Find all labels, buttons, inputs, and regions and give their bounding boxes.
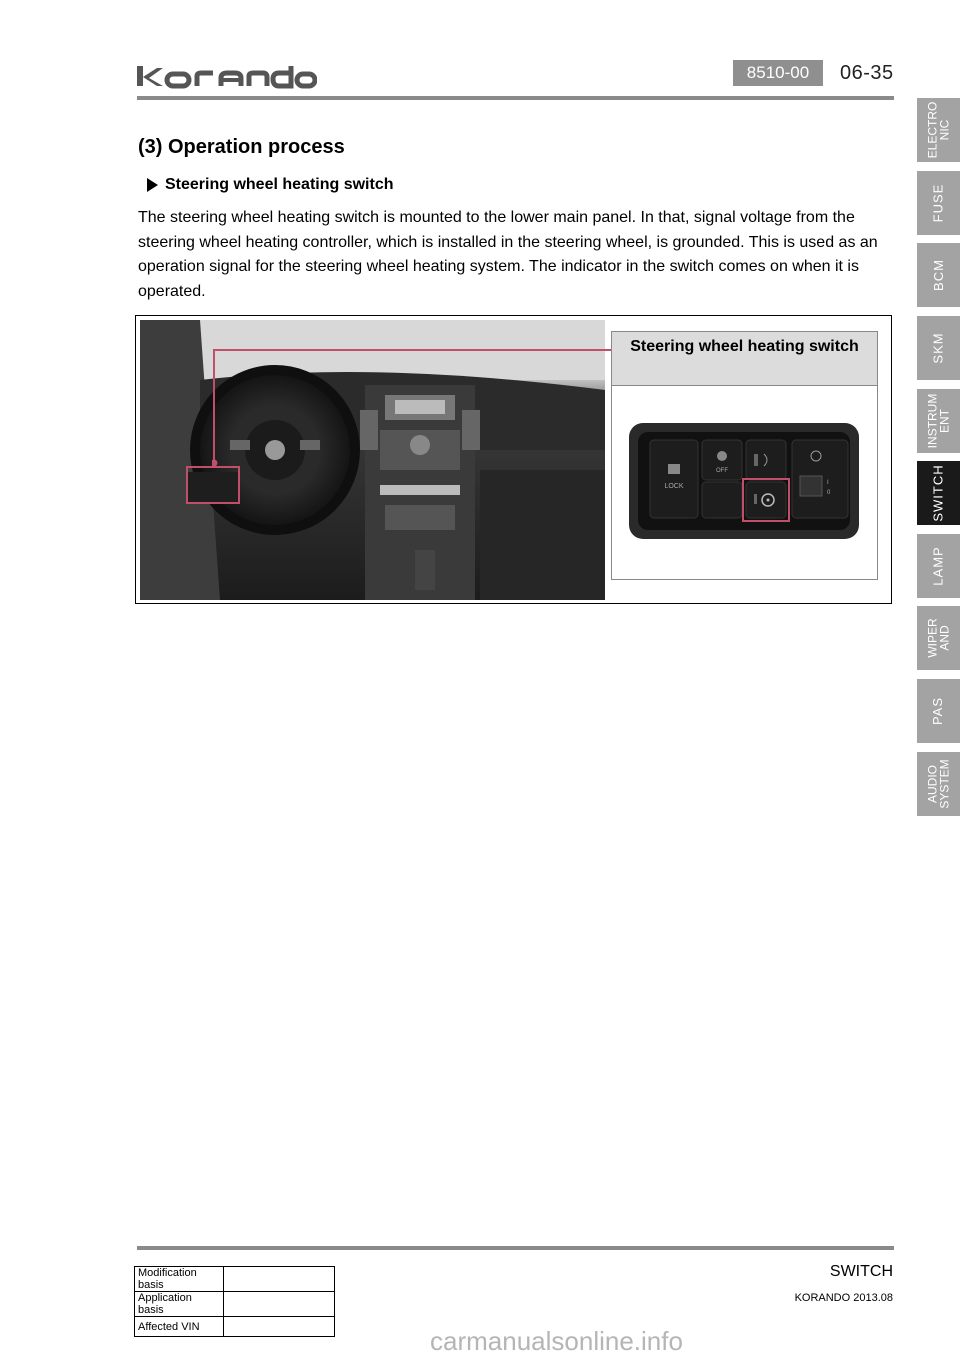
table-row: [135, 1267, 335, 1292]
table-value-cell: [224, 1267, 335, 1292]
footer-divider: [137, 1246, 894, 1250]
tab-switch[interactable]: SWITCH: [917, 461, 960, 525]
tab-pas[interactable]: PAS: [917, 679, 960, 743]
tab-bcm[interactable]: BCM: [917, 243, 960, 307]
svg-text:I: I: [827, 480, 829, 486]
korando-logo: [137, 62, 317, 90]
tab-electronic[interactable]: ELECTRO NIC: [917, 98, 960, 162]
tab-skm[interactable]: SKM: [917, 316, 960, 380]
table-value-cell: [224, 1317, 335, 1337]
table-label-cell: Affected VIN: [135, 1317, 224, 1337]
table-row: [135, 1292, 335, 1317]
lock-label: LOCK: [664, 483, 684, 490]
tab-fuse[interactable]: FUSE: [917, 171, 960, 235]
subsection-heading-text: Steering wheel heating switch: [165, 176, 394, 193]
off-label: OFF: [716, 468, 728, 474]
svg-text:0: 0: [827, 490, 831, 496]
callout-title: Steering wheel heating switch: [630, 338, 859, 355]
table-value-cell: [224, 1292, 335, 1317]
footer-model-date: KORANDO 2013.08: [794, 1292, 893, 1304]
callout-leader-line: [212, 348, 611, 468]
tab-lamp[interactable]: LAMP: [917, 534, 960, 598]
header-divider: [137, 96, 894, 100]
table-row: [135, 1317, 335, 1337]
subsection-heading: [147, 176, 394, 194]
section-code-badge: 8510-00: [733, 60, 823, 86]
section-heading: (3) Operation process: [138, 136, 345, 158]
table-label-cell: Application basis: [135, 1292, 224, 1317]
tab-wiper[interactable]: WIPER AND: [917, 606, 960, 670]
tab-audio-system[interactable]: AUDIO SYSTEM: [917, 752, 960, 816]
body-paragraph: The steering wheel heating switch is mounted to the lower main panel. In that, signal voltage from the steering wheel heating controller, which is installed in the steering wheel, is grounded. This is used as an operation signal for the steering wheel heating system. The indicator in the switch comes on when it is operated.: [138, 209, 878, 300]
table-label-cell: Modification basis: [135, 1267, 224, 1292]
switch-panel-image: [628, 422, 860, 540]
page-number: 06-35: [840, 62, 894, 84]
modification-table: [134, 1266, 335, 1337]
footer-section-title: SWITCH: [829, 1263, 893, 1280]
tab-instrument[interactable]: INSTRUM ENT: [917, 389, 960, 453]
switch-location-highlight: [186, 466, 240, 504]
watermark: carmanualsonline.info: [430, 1326, 683, 1356]
triangle-bullet-icon: [147, 178, 158, 192]
